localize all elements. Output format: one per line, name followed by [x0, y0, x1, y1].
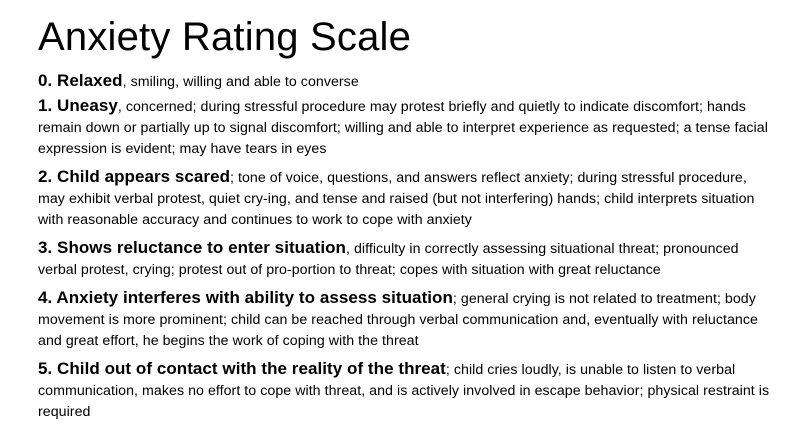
- scale-item-5: [38, 358, 776, 423]
- slide-title: Anxiety Rating Scale: [38, 15, 412, 59]
- scale-item-text: , smiling, willing and able to converse: [122, 74, 359, 90]
- scale-item-text: ; child cries loudly, is unable to listen to verbal communication, makes no effort to cope with threat, and is actively involved in escape behavior; physical restraint is required: [38, 362, 770, 420]
- scale-item-heading: 4. Anxiety interferes with ability to assess situation: [38, 288, 453, 307]
- scale-item-heading: 3. Shows reluctance to enter situation: [38, 238, 346, 257]
- scale-item-1: [38, 95, 776, 160]
- scale-item-text: , concerned; during stressful procedure may protest briefly and quietly to indicate discomfort; hands remain down or partially up to signal discomfort; willing and able to interpret experience as requested; a tense facial expression is evident; may have tears in eyes: [38, 99, 768, 157]
- scale-item-0: [38, 70, 776, 93]
- scale-item-heading: 2. Child appears scared: [38, 167, 231, 186]
- scale-item-text: ; tone of voice, questions, and answers reflect anxiety; during stressful procedure, may exhibit verbal protest, quiet cry-ing, and tense and raised (but not interfering) hands; child interprets situation with reasonable accuracy and continues to work to cope with anxiety: [38, 170, 755, 228]
- scale-item-4: [38, 287, 776, 352]
- scale-item-text: , difficulty in correctly assessing situational threat; pronounced verbal protest, crying; protest out of pro-portion to threat; copes with situation with great reluctance: [38, 241, 739, 278]
- scale-item-heading: 1. Uneasy: [38, 96, 118, 115]
- scale-item-text: ; general crying is not related to treatment; body movement is more prominent; child can be reached through verbal communication and, eventually with reluctance and great effort, he begins the work of coping with the threat: [38, 291, 758, 349]
- scale-item-heading: 5. Child out of contact with the reality of the threat: [38, 359, 446, 378]
- scale-item-heading: 0. Relaxed: [38, 71, 123, 90]
- scale-item-3: [38, 237, 776, 281]
- scale-item-2: [38, 166, 776, 231]
